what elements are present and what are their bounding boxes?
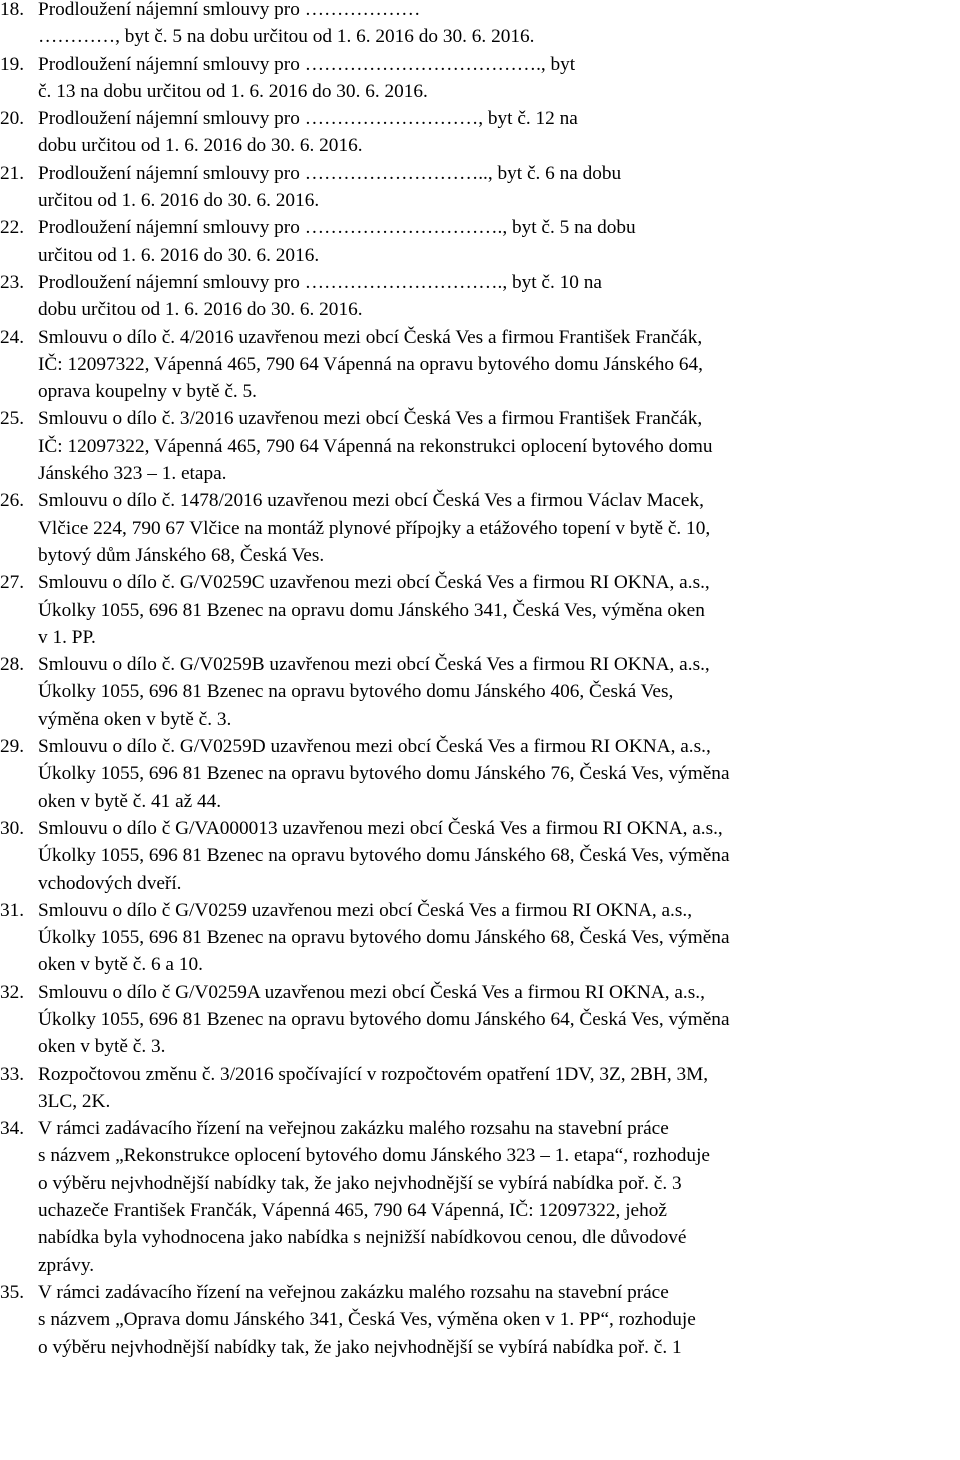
item-text xyxy=(38,1279,945,1361)
list-item xyxy=(0,1061,945,1116)
item-line: o výběru nejvhodnější nabídky tak, že jako nejvhodnější se vybírá nabídka poř. č. 3 xyxy=(38,1172,682,1194)
item-line: Úkolky 1055, 696 81 Bzenec na opravu bytového domu Jánského 406, Česká Ves, xyxy=(38,681,674,703)
item-line: Vlčice 224, 790 67 Vlčice na montáž plynové přípojky a etážového topení v bytě č. 10, xyxy=(38,517,711,539)
list-item xyxy=(0,0,945,51)
item-number: 19. xyxy=(0,53,25,75)
item-text xyxy=(38,1061,945,1116)
item-line: o výběru nejvhodnější nabídky tak, že jako nejvhodnější se vybírá nabídka poř. č. 1 xyxy=(38,1336,682,1358)
item-text xyxy=(38,160,945,215)
item-text xyxy=(38,487,945,569)
list-item xyxy=(0,105,945,160)
item-line: uchazeče František Frančák, Vápenná 465, 790 64 Vápenná, IČ: 12097322, jehož xyxy=(38,1200,667,1222)
item-line: Prodloužení nájemní smlouvy pro …………………………., byt č. 10 na xyxy=(38,271,602,293)
item-line: č. 13 na dobu určitou od 1. 6. 2016 do 30. 6. 2016. xyxy=(38,80,428,102)
item-line: s názvem „Oprava domu Jánského 341, Česká Ves, výměna oken v 1. PP“, rozhoduje xyxy=(38,1309,696,1331)
item-line: dobu určitou od 1. 6. 2016 do 30. 6. 2016. xyxy=(38,135,363,157)
item-line: oken v bytě č. 3. xyxy=(38,1036,166,1058)
item-line: Úkolky 1055, 696 81 Bzenec na opravu bytového domu Jánského 64, Česká Ves, výměna xyxy=(38,1008,730,1030)
item-text xyxy=(38,269,945,324)
item-line: bytový dům Jánského 68, Česká Ves. xyxy=(38,544,325,566)
item-line: nabídka byla vyhodnocena jako nabídka s nejnižší nabídkovou cenou, dle důvodové xyxy=(38,1227,687,1249)
item-line: výměna oken v bytě č. 3. xyxy=(38,708,232,730)
list-item xyxy=(0,405,945,487)
item-number: 33. xyxy=(0,1063,25,1085)
item-text xyxy=(38,1115,945,1279)
list-item xyxy=(0,1279,945,1361)
item-line: určitou od 1. 6. 2016 do 30. 6. 2016. xyxy=(38,190,320,212)
item-line: oken v bytě č. 41 až 44. xyxy=(38,790,222,812)
list-item xyxy=(0,324,945,406)
item-line: V rámci zadávacího řízení na veřejnou zakázku malého rozsahu na stavební práce xyxy=(38,1118,669,1140)
item-line: Prodloužení nájemní smlouvy pro ……………………….., byt č. 6 na dobu xyxy=(38,162,622,184)
list-item xyxy=(0,897,945,979)
list-item xyxy=(0,569,945,651)
item-line: Prodloužení nájemní smlouvy pro ………………………, byt č. 12 na xyxy=(38,108,578,130)
item-number: 28. xyxy=(0,654,25,676)
item-text xyxy=(38,105,945,160)
item-number: 18. xyxy=(0,0,25,20)
item-line: Smlouvu o dílo č G/VA000013 uzavřenou mezi obcí Česká Ves a firmou RI OKNA, a.s., xyxy=(38,817,723,839)
item-number: 32. xyxy=(0,981,25,1003)
item-text xyxy=(38,0,945,51)
item-line: Smlouvu o dílo č. G/V0259B uzavřenou mezi obcí Česká Ves a firmou RI OKNA, a.s., xyxy=(38,654,710,676)
item-line: oprava koupelny v bytě č. 5. xyxy=(38,381,257,403)
item-text xyxy=(38,733,945,815)
item-text xyxy=(38,815,945,897)
list-item xyxy=(0,1115,945,1279)
list-item xyxy=(0,51,945,106)
list-item xyxy=(0,160,945,215)
item-number: 22. xyxy=(0,217,25,239)
list-item xyxy=(0,487,945,569)
item-line: Smlouvu o dílo č G/V0259 uzavřenou mezi obcí Česká Ves a firmou RI OKNA, a.s., xyxy=(38,899,693,921)
item-line: Prodloužení nájemní smlouvy pro ………………………………., byt xyxy=(38,53,576,75)
item-line: IČ: 12097322, Vápenná 465, 790 64 Vápenná na opravu bytového domu Jánského 64, xyxy=(38,353,703,375)
item-line: s názvem „Rekonstrukce oplocení bytového domu Jánského 323 – 1. etapa“, rozhoduje xyxy=(38,1145,710,1167)
item-number: 20. xyxy=(0,108,25,130)
item-line: Rozpočtovou změnu č. 3/2016 spočívající v rozpočtovém opatření 1DV, 3Z, 2BH, 3M, xyxy=(38,1063,709,1085)
item-line: Smlouvu o dílo č. 4/2016 uzavřenou mezi obcí Česká Ves a firmou František Frančák, xyxy=(38,326,703,348)
item-line: v 1. PP. xyxy=(38,626,96,648)
list-item xyxy=(0,214,945,269)
item-number: 26. xyxy=(0,490,25,512)
item-number: 35. xyxy=(0,1281,25,1303)
item-number: 29. xyxy=(0,736,25,758)
item-number: 21. xyxy=(0,162,25,184)
item-line: Prodloužení nájemní smlouvy pro …………………………., byt č. 5 na dobu xyxy=(38,217,636,239)
item-line: 3LC, 2K. xyxy=(38,1090,111,1112)
item-number: 25. xyxy=(0,408,25,430)
item-text xyxy=(38,214,945,269)
item-line: Smlouvu o dílo č. G/V0259C uzavřenou mezi obcí Česká Ves a firmou RI OKNA, a.s., xyxy=(38,572,710,594)
item-number: 30. xyxy=(0,817,25,839)
item-line: oken v bytě č. 6 a 10. xyxy=(38,954,203,976)
item-line: Smlouvu o dílo č. 1478/2016 uzavřenou mezi obcí Česká Ves a firmou Václav Macek, xyxy=(38,490,704,512)
list-item xyxy=(0,979,945,1061)
item-line: Smlouvu o dílo č G/V0259A uzavřenou mezi obcí Česká Ves a firmou RI OKNA, a.s., xyxy=(38,981,705,1003)
item-line: Úkolky 1055, 696 81 Bzenec na opravu bytového domu Jánského 76, Česká Ves, výměna xyxy=(38,763,730,785)
list-item xyxy=(0,651,945,733)
item-line: Jánského 323 – 1. etapa. xyxy=(38,463,227,485)
item-line: Úkolky 1055, 696 81 Bzenec na opravu domu Jánského 341, Česká Ves, výměna oken xyxy=(38,599,705,621)
item-number: 24. xyxy=(0,326,25,348)
item-text xyxy=(38,569,945,651)
item-line: V rámci zadávacího řízení na veřejnou zakázku malého rozsahu na stavební práce xyxy=(38,1281,669,1303)
item-number: 27. xyxy=(0,572,25,594)
item-text xyxy=(38,651,945,733)
item-line: Úkolky 1055, 696 81 Bzenec na opravu bytového domu Jánského 68, Česká Ves, výměna xyxy=(38,845,730,867)
list-item xyxy=(0,815,945,897)
item-line: zprávy. xyxy=(38,1254,95,1276)
item-line: Prodloužení nájemní smlouvy pro ……………… xyxy=(38,0,421,20)
item-line: IČ: 12097322, Vápenná 465, 790 64 Vápenná na rekonstrukci oplocení bytového domu xyxy=(38,435,713,457)
item-text xyxy=(38,897,945,979)
item-line: určitou od 1. 6. 2016 do 30. 6. 2016. xyxy=(38,244,320,266)
list-item xyxy=(0,269,945,324)
item-text xyxy=(38,324,945,406)
item-number: 34. xyxy=(0,1118,25,1140)
item-number: 31. xyxy=(0,899,25,921)
item-text xyxy=(38,979,945,1061)
item-line: dobu určitou od 1. 6. 2016 do 30. 6. 2016. xyxy=(38,299,363,321)
item-number: 23. xyxy=(0,271,25,293)
item-line: …………, byt č. 5 na dobu určitou od 1. 6. 2016 do 30. 6. 2016. xyxy=(38,26,535,48)
item-line: Smlouvu o dílo č. 3/2016 uzavřenou mezi obcí Česká Ves a firmou František Frančák, xyxy=(38,408,703,430)
item-line: Smlouvu o dílo č. G/V0259D uzavřenou mezi obcí Česká Ves a firmou RI OKNA, a.s., xyxy=(38,736,711,758)
item-line: Úkolky 1055, 696 81 Bzenec na opravu bytového domu Jánského 68, Česká Ves, výměna xyxy=(38,927,730,949)
list-item xyxy=(0,733,945,815)
item-text xyxy=(38,51,945,106)
item-line: vchodových dveří. xyxy=(38,872,182,894)
item-text xyxy=(38,405,945,487)
